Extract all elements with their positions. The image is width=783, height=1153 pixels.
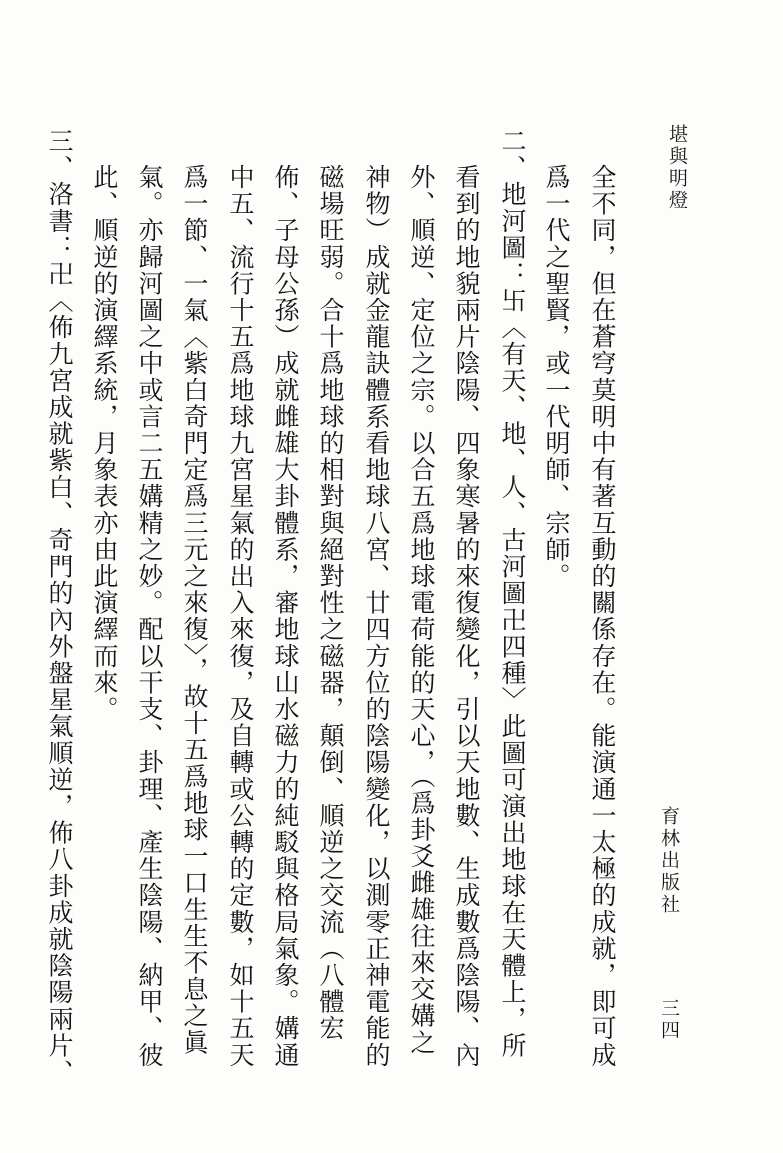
text-column: 全不同，但在蒼穹莫明中有著互動的關係存在。能演通一太極的成就，即可成	[588, 164, 617, 1069]
text-column: 此、順逆的演繹系統，月象表亦由此演繹而來。	[90, 164, 119, 723]
publisher-name: 育林出版社	[658, 806, 680, 916]
text-column: 看到的地貌兩片陰陽、四象寒暑的來復變化，引以天地數、生成數爲陰陽、內	[452, 164, 481, 1069]
text-column: 中五、流行十五爲地球九宮星氣的出入來復，及自轉或公轉的定數，如十五天	[226, 164, 255, 1069]
text-column: 三、洛書：卍〈佈九宮成就紫白、奇門的內外盤星氣順逆，佈八卦成就陰陽兩片、	[45, 128, 74, 1086]
text-column: 爲一節、一氣〈紫白奇門定爲三元之來復〉，故十五爲地球一口生生不息之眞	[180, 164, 209, 1056]
text-column: 氣。亦歸河圖之中或言二五媾精之妙。配以干支、卦理、產生陰陽、納甲、彼	[135, 164, 164, 1069]
page-number: 三四	[658, 998, 680, 1042]
text-column: 二、地河圖：卐〈有天、地、人、古河圖卍四種〉此圖可演出地球在天體上，所	[498, 128, 527, 1059]
text-column: 爲一代之聖賢，或一代明師、宗師。	[542, 164, 571, 590]
text-column: 外、順逆、定位之宗。以合五爲地球電荷能的天心，（爲卦爻雌雄往來交媾之	[407, 164, 436, 1056]
running-title: 堪與明燈	[666, 124, 688, 212]
text-column: 磁場旺弱。合十爲地球的相對與絕對性之磁器，顛倒、順逆之交流（八體宏	[316, 164, 345, 1042]
text-column: 佈、子母公孫）成就雌雄大卦體系，審地球山水磁力的純駁與格局氣象。媾通	[271, 164, 300, 1069]
text-column: 神物）成就金龍訣體系看地球八宮、廿四方位的陰陽變化，以測零正神電能的	[362, 164, 391, 1069]
